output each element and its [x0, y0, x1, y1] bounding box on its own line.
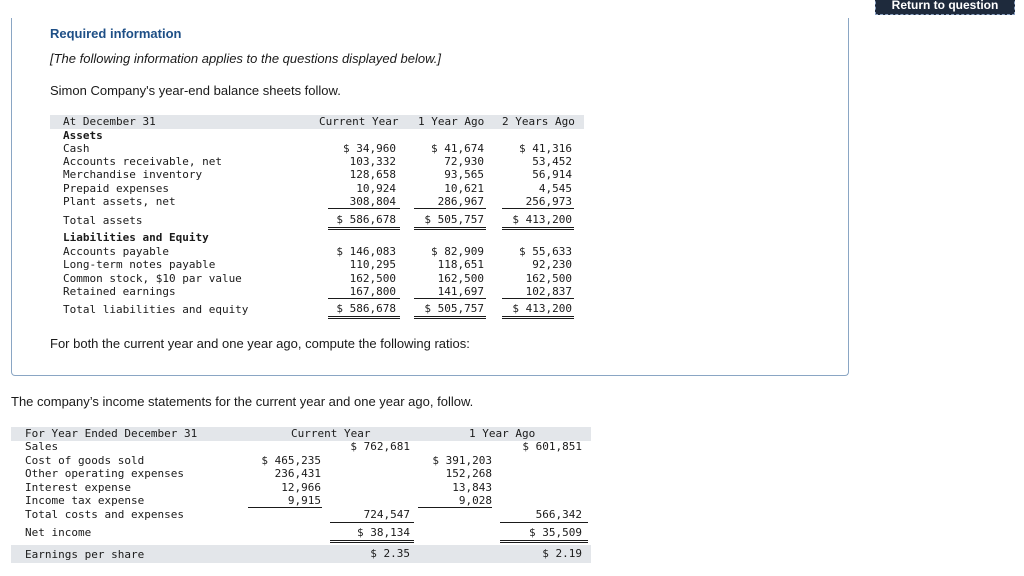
- bs-row-label: Merchandise inventory: [63, 168, 203, 181]
- return-to-question-button[interactable]: Return to question: [875, 0, 1015, 15]
- bs-cell: 92,230: [532, 258, 572, 271]
- is-rule: [500, 522, 588, 523]
- bs-rule: [328, 227, 400, 228]
- is-sales-current: $ 762,681: [350, 440, 410, 453]
- bs-cell: 141,697: [437, 285, 484, 298]
- bs-rule: [414, 316, 486, 317]
- is-row-label: Other operating expenses: [25, 467, 184, 480]
- is-col-current-year: Current Year: [291, 427, 371, 440]
- bs-rule: [414, 229, 486, 230]
- is-total-costs-prior: 566,342: [535, 508, 582, 521]
- is-cell: 9,028: [458, 494, 492, 507]
- bs-cell: 10,621: [444, 182, 484, 195]
- bs-cell: $ 34,960: [343, 142, 396, 155]
- income-statement-intro: The company’s income statements for the current year and one year ago, follow.: [11, 394, 474, 409]
- bs-cell: 162,500: [525, 272, 572, 285]
- bs-row-label: Plant assets, net: [63, 195, 176, 208]
- bs-total-assets-label: Total assets: [63, 214, 143, 227]
- balance-sheet-intro: Simon Company's year-end balance sheets follow.: [50, 83, 341, 98]
- bs-row-label: Retained earnings: [63, 285, 176, 298]
- is-eps-current: $ 2.35: [370, 547, 410, 560]
- bs-cell: 167,800: [349, 285, 396, 298]
- bs-cell: 56,914: [532, 168, 572, 181]
- is-net-income-current: $ 38,134: [357, 526, 410, 539]
- is-cell: $ 465,235: [261, 454, 321, 467]
- bs-rule: [414, 208, 486, 209]
- bs-total-cell: $ 586,678: [336, 213, 396, 226]
- bs-row-label: Prepaid expenses: [63, 182, 169, 195]
- bs-rule: [328, 318, 400, 319]
- is-total-costs-current: 724,547: [363, 508, 410, 521]
- bs-liab-heading: Liabilities and Equity: [63, 231, 209, 244]
- bs-cell: 53,452: [532, 155, 572, 168]
- bs-cell: 256,973: [525, 195, 572, 208]
- bs-assets-heading: Assets: [63, 129, 103, 142]
- bs-total-cell: $ 505,757: [424, 302, 484, 315]
- is-cell: 236,431: [274, 467, 321, 480]
- bs-rule: [414, 298, 486, 299]
- is-eps-label: Earnings per share: [25, 548, 145, 561]
- is-eps-prior: $ 2.19: [542, 547, 582, 560]
- bs-cell: 103,332: [349, 155, 396, 168]
- bs-total-cell: $ 413,200: [512, 302, 572, 315]
- bs-rule: [328, 298, 400, 299]
- bs-cell: 102,837: [525, 285, 572, 298]
- bs-cell: 72,930: [444, 155, 484, 168]
- bs-row-label: Accounts payable: [63, 245, 169, 258]
- bs-rule: [502, 229, 574, 230]
- ratios-instruction: For both the current year and one year ago, compute the following ratios:: [50, 336, 470, 351]
- bs-total-liab-label: Total liabilities and equity: [63, 303, 249, 316]
- bs-cell: $ 41,316: [519, 142, 572, 155]
- bs-rule: [328, 208, 400, 209]
- bs-cell: 308,804: [349, 195, 396, 208]
- is-rule: [330, 542, 414, 543]
- is-row-label: Income tax expense: [25, 494, 145, 507]
- is-cell: 12,966: [281, 481, 321, 494]
- is-rule: [330, 522, 414, 523]
- bs-cell: 162,500: [349, 272, 396, 285]
- bs-cell: $ 82,909: [431, 245, 484, 258]
- bs-rule: [502, 227, 574, 228]
- bs-cell: 286,967: [437, 195, 484, 208]
- is-cell: $ 391,203: [432, 454, 492, 467]
- bs-rule: [502, 318, 574, 319]
- info-note: [The following information applies to the questions displayed below.]: [50, 51, 441, 66]
- bs-rule: [414, 227, 486, 228]
- bs-cell: $ 146,083: [336, 245, 396, 258]
- is-cell: 9,915: [287, 494, 321, 507]
- bs-rule: [502, 298, 574, 299]
- bs-cell: 162,500: [437, 272, 484, 285]
- is-rule: [330, 540, 414, 541]
- bs-row-label: Common stock, $10 par value: [63, 272, 242, 285]
- is-row-label: Cost of goods sold: [25, 454, 145, 467]
- is-col-1-year-ago: 1 Year Ago: [469, 427, 536, 440]
- bs-rule: [414, 318, 486, 319]
- is-cell: 13,843: [452, 481, 492, 494]
- bs-row-label: Cash: [63, 142, 90, 155]
- bs-total-cell: $ 505,757: [424, 213, 484, 226]
- is-row-label: Interest expense: [25, 481, 131, 494]
- is-rule: [500, 542, 588, 543]
- bs-row-label: Accounts receivable, net: [63, 155, 222, 168]
- bs-cell: 110,295: [349, 258, 396, 271]
- is-rule: [500, 540, 588, 541]
- bs-col-2-years-ago: 2 Years Ago: [502, 115, 575, 128]
- bs-cell: 128,658: [349, 168, 396, 181]
- bs-col-1-year-ago: 1 Year Ago: [418, 115, 485, 128]
- bs-row-label: Long-term notes payable: [63, 258, 216, 271]
- bs-total-cell: $ 586,678: [336, 302, 396, 315]
- is-header-label: For Year Ended December 31: [25, 427, 198, 440]
- bs-cell: 93,565: [444, 168, 484, 181]
- is-net-income-prior: $ 35,509: [529, 526, 582, 539]
- is-sales-label: Sales: [25, 440, 59, 453]
- bs-cell: $ 55,633: [519, 245, 572, 258]
- required-info-title: Required information: [50, 26, 182, 41]
- bs-header-label: At December 31: [63, 115, 156, 128]
- bs-rule: [328, 316, 400, 317]
- bs-cell: $ 41,674: [431, 142, 484, 155]
- is-total-costs-label: Total costs and expenses: [25, 508, 184, 521]
- bs-cell: 4,545: [538, 182, 572, 195]
- is-sales-prior: $ 601,851: [522, 440, 582, 453]
- bs-rule: [328, 229, 400, 230]
- bs-cell: 118,651: [437, 258, 484, 271]
- is-net-income-label: Net income: [25, 526, 92, 539]
- bs-cell: 10,924: [356, 182, 396, 195]
- bs-rule: [502, 316, 574, 317]
- bs-total-cell: $ 413,200: [512, 213, 572, 226]
- bs-col-current-year: Current Year: [319, 115, 399, 128]
- is-cell: 152,268: [445, 467, 492, 480]
- bs-rule: [502, 208, 574, 209]
